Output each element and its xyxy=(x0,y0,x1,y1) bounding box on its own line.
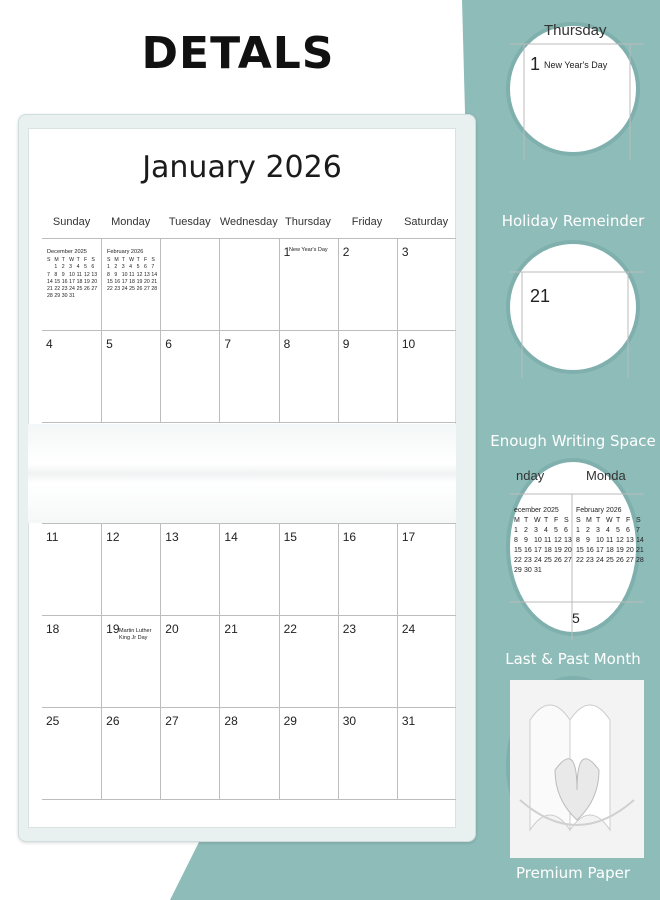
detail-circle-holiday xyxy=(506,22,640,156)
day-cell xyxy=(279,616,338,708)
mini-calendar-day: 24 xyxy=(69,286,75,293)
mini-calendar-day: 9 xyxy=(61,271,65,278)
month-title: January 2026 xyxy=(142,150,342,185)
mini-calendar-day: 16 xyxy=(61,278,68,285)
mini-calendar-day: 27 xyxy=(626,557,634,564)
mini-calendar-row xyxy=(514,516,584,526)
mini-calendar-next-month xyxy=(107,249,159,293)
mini-calendar-row xyxy=(47,257,99,264)
mini-calendar-day: 5 xyxy=(136,264,140,271)
day-cell xyxy=(219,616,278,708)
mini-calendar-day: 17 xyxy=(534,547,542,554)
mini-calendar-day: 29 xyxy=(514,567,522,574)
mini-calendar-day: 11 xyxy=(606,537,614,544)
mini-calendar-day: 14 xyxy=(47,278,53,285)
mini-calendar-day: 25 xyxy=(76,286,83,293)
mini-calendar-day: 7 xyxy=(636,527,640,534)
mini-calendar-day: 18 xyxy=(544,547,552,554)
day-cell xyxy=(160,524,219,616)
mini-calendar-day: 20 xyxy=(626,547,634,554)
mini-calendar-day: T xyxy=(524,517,529,524)
mini-calendar-day: 22 xyxy=(107,286,113,293)
mini-calendar-day: T xyxy=(61,257,65,264)
mini-calendar-row xyxy=(47,272,99,279)
detail-circle-writing-space xyxy=(506,240,640,374)
mini-calendar-day: 24 xyxy=(534,557,542,564)
mini-calendar-day: 21 xyxy=(636,547,644,554)
day-cell xyxy=(101,708,160,800)
mini-calendar-previous-month xyxy=(47,249,99,300)
mini-calendar-day: 11 xyxy=(544,537,552,544)
mini-calendar-day: 24 xyxy=(121,286,128,293)
day-cell xyxy=(279,331,338,423)
mini-calendar-day: 19 xyxy=(554,547,562,554)
mini-calendar-day: 13 xyxy=(91,271,98,278)
mini-calendar-day: 8 xyxy=(107,271,110,278)
mini-calendar-day: 3 xyxy=(69,264,73,271)
writing-day-number: 21 xyxy=(530,286,551,306)
day-number: 18 xyxy=(46,622,60,636)
mini-calendar-day: 11 xyxy=(76,271,82,278)
mini-calendar-day: S xyxy=(564,517,569,524)
day-cell xyxy=(338,239,397,331)
day-number: 27 xyxy=(165,714,179,728)
mini-calendar-row xyxy=(47,279,99,286)
mini-calendar-day: 23 xyxy=(586,557,594,564)
mini-calendar-day xyxy=(554,566,564,576)
weekday-tuesday: Tuesday xyxy=(168,216,211,228)
months-header-left: nday xyxy=(516,468,545,483)
mini-calendar-day xyxy=(564,566,574,576)
mini-calendar-day: S xyxy=(91,257,95,264)
mini-calendar-day: 28 xyxy=(636,557,644,564)
mini-calendar-row xyxy=(576,536,646,546)
mini-calendar-day xyxy=(84,293,91,300)
mini-calendar-day: M xyxy=(54,257,59,264)
mini-calendar-day: 14 xyxy=(636,537,644,544)
weekday-saturday: Saturday xyxy=(404,216,449,228)
mini-calendar-day: 20 xyxy=(143,278,150,285)
caption-paper: Premium Paper xyxy=(516,864,630,882)
day-cell xyxy=(42,708,101,800)
day-cell xyxy=(42,616,101,708)
mini-calendar-day: S xyxy=(47,257,51,264)
day-cell xyxy=(101,524,160,616)
months-header-right: Monda xyxy=(586,468,626,483)
mini-calendar-row xyxy=(576,546,646,556)
mini-calendar-day: 2 xyxy=(61,264,65,271)
day-cell xyxy=(101,331,160,423)
mini-calendar-day: 5 xyxy=(616,527,620,534)
mini-calendar-day: 2 xyxy=(524,527,528,534)
mini-calendar-day: 31 xyxy=(534,567,542,574)
caption-writing-space: Enough Writing Space xyxy=(490,432,656,450)
mini-calendar-row xyxy=(576,516,646,526)
mini-calendar-day: 28 xyxy=(47,293,53,300)
detail-circle-paper xyxy=(506,676,640,854)
mini-calendar-day: 13 xyxy=(626,537,634,544)
mini-calendar-row xyxy=(107,272,159,279)
mini-calendar-row xyxy=(47,286,99,293)
mini-calendar-day: 30 xyxy=(524,567,532,574)
holiday-day-header: Thursday xyxy=(544,22,607,39)
mini-calendar-day: S xyxy=(151,257,155,264)
caption-holiday: Holiday Remeinder xyxy=(501,212,645,230)
day-cell xyxy=(279,524,338,616)
day-cell xyxy=(397,616,456,708)
day-cell xyxy=(397,239,456,331)
mini-calendar-day: S xyxy=(107,257,111,264)
mini-calendar-row xyxy=(576,556,646,566)
mini-calendar-day: 19 xyxy=(83,278,90,285)
mini-calendar-day: 18 xyxy=(76,278,83,285)
mini-calendar-day: 3 xyxy=(121,264,125,271)
mini-calendar-day: F xyxy=(554,517,559,524)
mini-calendar-day: W xyxy=(129,257,135,264)
day-number: 11 xyxy=(46,530,59,544)
day-cell xyxy=(160,239,219,331)
day-cell xyxy=(338,331,397,423)
mini-calendar-day: 4 xyxy=(76,264,80,271)
day-number: 16 xyxy=(342,530,357,544)
mini-calendar-day: 30 xyxy=(61,293,68,300)
mini-calendar-day: 31 xyxy=(69,293,75,300)
mini-calendar-day: 12 xyxy=(136,271,143,278)
mini-calendar-day: 15 xyxy=(54,278,61,285)
day-number: 24 xyxy=(401,622,416,636)
mini-calendar-day: 4 xyxy=(544,527,548,534)
mini-calendar-day: 15 xyxy=(576,547,584,554)
day-number: 15 xyxy=(283,530,297,544)
mini-calendar-day xyxy=(77,293,84,300)
day-number: 30 xyxy=(342,714,357,728)
day-number: 26 xyxy=(106,714,120,728)
mini-calendar-day: M xyxy=(586,517,592,524)
day-number: 7 xyxy=(224,337,232,351)
mini-calendar-day: 26 xyxy=(616,557,624,564)
mini-calendar-day: T xyxy=(596,517,601,524)
mini-calendar-day: 6 xyxy=(564,527,568,534)
holiday-note-mlk: Martin Luther King Jr Day xyxy=(119,628,152,641)
mini-calendar-day: 2 xyxy=(114,264,118,271)
mini-calendar-title: ecember 2025 xyxy=(514,507,559,514)
mini-calendar-day: M xyxy=(114,257,119,264)
day-number: 13 xyxy=(165,530,179,544)
day-number: 10 xyxy=(401,337,416,351)
mini-calendar-day xyxy=(544,566,554,576)
mini-calendar-day: 19 xyxy=(136,278,143,285)
paper-heart-illustration xyxy=(510,680,636,850)
weekday-sunday: Sunday xyxy=(52,216,91,228)
mini-calendar-day: 3 xyxy=(534,527,538,534)
mini-calendar-day: 11 xyxy=(129,271,135,278)
mini-calendar-day: 7 xyxy=(47,271,50,278)
day-cell xyxy=(338,524,397,616)
day-number: 29 xyxy=(283,714,297,728)
page-fold xyxy=(28,424,456,523)
mini-calendar-day: 21 xyxy=(47,286,53,293)
mini-calendar-title: December 2025 xyxy=(47,249,87,255)
mini-calendar-day xyxy=(47,264,54,271)
mini-calendar-day: 20 xyxy=(564,547,572,554)
mini-calendar-row xyxy=(514,526,584,536)
mini-calendar-day: 6 xyxy=(626,527,630,534)
mini-calendar-day: 17 xyxy=(121,278,128,285)
mini-calendar-row xyxy=(107,257,159,264)
day-cell xyxy=(160,616,219,708)
day-number: 23 xyxy=(342,622,357,636)
mini-calendar-day: 17 xyxy=(596,547,604,554)
caption-months: Last & Past Month xyxy=(505,650,641,668)
mini-calendar-day: 12 xyxy=(616,537,624,544)
day-cell xyxy=(42,524,101,616)
day-cell xyxy=(397,331,456,423)
mini-calendar-day: 22 xyxy=(576,557,584,564)
mini-calendar-day: 9 xyxy=(114,271,118,278)
day-number: 25 xyxy=(46,714,60,728)
mini-calendar-day: 23 xyxy=(114,286,121,293)
day-cell xyxy=(160,708,219,800)
mini-calendar-day: 24 xyxy=(596,557,604,564)
day-number: 6 xyxy=(165,337,172,351)
months-next-day: 5 xyxy=(572,610,580,626)
day-number: 21 xyxy=(224,622,238,636)
mini-calendar-day: 28 xyxy=(151,286,158,293)
day-number: 3 xyxy=(401,245,409,259)
day-number: 12 xyxy=(106,530,120,544)
mini-calendar-row xyxy=(107,264,159,271)
weekday-wednesday: Wednesday xyxy=(219,216,278,228)
mini-calendar-day: T xyxy=(616,517,621,524)
day-number: 9 xyxy=(342,337,350,351)
mini-calendar-day: 2 xyxy=(586,527,590,534)
mini-calendar-day: W xyxy=(69,257,75,264)
mini-calendar-day: 13 xyxy=(143,271,150,278)
mini-calendar-day: 12 xyxy=(83,271,90,278)
mini-calendar-day: 22 xyxy=(54,286,61,293)
mini-calendar-day: 27 xyxy=(91,286,98,293)
day-cell xyxy=(219,331,278,423)
mini-calendar-day: 19 xyxy=(616,547,624,554)
mini-calendar-day: 26 xyxy=(136,286,143,293)
holiday-note: New Year's Day xyxy=(544,60,608,70)
day-number: 22 xyxy=(283,622,297,636)
day-number: 14 xyxy=(224,530,238,544)
mini-calendar-day: 9 xyxy=(524,537,528,544)
mini-calendar-day: S xyxy=(576,517,581,524)
zoomed-mini-previous-month xyxy=(514,506,584,576)
mini-calendar-day: 1 xyxy=(107,264,110,271)
mini-calendar-row xyxy=(514,536,584,546)
mini-calendar-day: 5 xyxy=(554,527,558,534)
mini-calendar-day: F xyxy=(83,257,88,264)
weekday-header xyxy=(42,216,456,236)
mini-calendar-row xyxy=(576,526,646,536)
mini-calendar-row xyxy=(514,546,584,556)
zoomed-mini-next-month xyxy=(576,506,646,566)
day-cell xyxy=(219,239,278,331)
day-number: 20 xyxy=(165,622,179,636)
mini-calendar-title: February 2026 xyxy=(576,507,622,514)
day-number: 1 xyxy=(283,245,291,259)
mini-calendar-day: S xyxy=(636,517,641,524)
mini-calendar-day: 23 xyxy=(524,557,532,564)
mini-calendar-day: 4 xyxy=(129,264,133,271)
mini-calendar-day: 22 xyxy=(514,557,522,564)
day-number: 28 xyxy=(224,714,238,728)
mini-calendar-day: 14 xyxy=(151,271,158,278)
mini-calendar-day: 27 xyxy=(564,557,572,564)
mini-calendar-day: F xyxy=(626,517,631,524)
mini-calendar-row xyxy=(47,264,99,271)
mini-calendar-day: T xyxy=(121,257,125,264)
day-cell xyxy=(397,708,456,800)
mini-calendar-day: 15 xyxy=(514,547,522,554)
mini-calendar-day: F xyxy=(143,257,148,264)
mini-calendar-day: 10 xyxy=(121,271,128,278)
mini-calendar-day: 21 xyxy=(151,278,158,285)
day-number: 8 xyxy=(283,337,291,351)
mini-calendar-day xyxy=(91,293,98,300)
mini-calendar-day: 25 xyxy=(606,557,614,564)
mini-calendar-day: 7 xyxy=(151,264,155,271)
mini-calendar-row xyxy=(514,566,584,576)
mini-calendar-day: 9 xyxy=(586,537,590,544)
day-number: 4 xyxy=(46,337,53,351)
mini-calendar-row xyxy=(514,556,584,566)
mini-calendar-day: T xyxy=(136,257,140,264)
mini-calendar-day: 8 xyxy=(576,537,580,544)
day-cell xyxy=(397,524,456,616)
holiday-day-number: 1 xyxy=(530,54,541,74)
mini-calendar-row xyxy=(47,293,99,300)
mini-calendar-day: 20 xyxy=(91,278,98,285)
mini-calendar-day: 25 xyxy=(129,286,135,293)
mini-calendar-day: W xyxy=(534,517,541,524)
mini-calendar-day: 6 xyxy=(143,264,147,271)
mini-calendar-day: 1 xyxy=(54,264,58,271)
detail-circle-months xyxy=(506,458,644,636)
calendar-grid-top xyxy=(42,238,456,423)
mini-calendar-day: 26 xyxy=(554,557,562,564)
mini-calendar-row xyxy=(107,286,159,293)
mini-calendar-day: 23 xyxy=(61,286,68,293)
day-cell xyxy=(219,524,278,616)
mini-calendar-day: 8 xyxy=(54,271,58,278)
holiday-note-new-year: New Year's Day xyxy=(289,247,328,253)
mini-calendar-day: 5 xyxy=(83,264,87,271)
mini-calendar-day: 10 xyxy=(596,537,604,544)
mini-calendar-day: 4 xyxy=(606,527,610,534)
day-cell xyxy=(42,331,101,423)
mini-calendar-day: 1 xyxy=(576,527,580,534)
mini-calendar-day: 8 xyxy=(514,537,518,544)
day-number: 5 xyxy=(106,337,113,351)
day-cell xyxy=(338,708,397,800)
mini-calendar-day: T xyxy=(76,257,80,264)
day-number: 17 xyxy=(401,530,416,544)
mini-calendar-day: 17 xyxy=(69,278,75,285)
day-number: 31 xyxy=(401,714,416,728)
page-headline: DETALS xyxy=(141,28,335,79)
mini-calendar-day: 16 xyxy=(114,278,121,285)
mini-calendar-day: 13 xyxy=(564,537,572,544)
mini-calendar-title: February 2026 xyxy=(107,249,144,255)
mini-calendar-row xyxy=(107,279,159,286)
weekday-monday: Monday xyxy=(111,216,151,228)
day-cell xyxy=(160,331,219,423)
mini-calendar-day: 1 xyxy=(514,527,518,534)
weekday-friday: Friday xyxy=(351,216,383,228)
day-cell xyxy=(338,616,397,708)
mini-calendar-day: 15 xyxy=(107,278,113,285)
day-cell xyxy=(219,708,278,800)
mini-calendar-day: 29 xyxy=(54,293,61,300)
mini-calendar-day: 12 xyxy=(554,537,562,544)
mini-calendar-day: 26 xyxy=(83,286,90,293)
mini-calendar-day: 16 xyxy=(524,547,532,554)
day-cell xyxy=(279,708,338,800)
mini-calendar-day: T xyxy=(544,517,549,524)
day-number: 2 xyxy=(342,245,350,259)
mini-calendar-day: 6 xyxy=(91,264,95,271)
day-number: 19 xyxy=(106,622,120,636)
calendar-grid-bottom xyxy=(42,523,456,800)
mini-calendar-day: 27 xyxy=(143,286,150,293)
mini-calendar-day: 25 xyxy=(544,557,552,564)
mini-calendar-day: 3 xyxy=(596,527,600,534)
mini-calendar-day: 18 xyxy=(606,547,614,554)
mini-calendar-day: 10 xyxy=(69,271,75,278)
mini-calendar-day: W xyxy=(606,517,613,524)
mini-calendar-day: 10 xyxy=(534,537,542,544)
mini-calendar-day: M xyxy=(514,517,520,524)
mini-calendar-day: 18 xyxy=(129,278,135,285)
weekday-thursday: Thursday xyxy=(284,216,331,228)
mini-calendar-day: 16 xyxy=(586,547,594,554)
